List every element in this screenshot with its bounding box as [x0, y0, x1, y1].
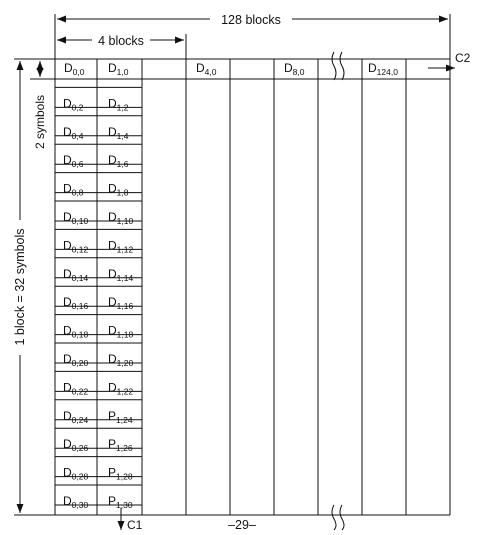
- cell-d-0-28: $D_{0,28}$: [63, 465, 89, 482]
- cell-d-1-8: $D_{1,8}$: [108, 181, 129, 198]
- cell-d-0-20: $D_{0,20}$: [63, 352, 89, 368]
- cell-d-0-24: $D_{0,24}$: [63, 408, 89, 425]
- c1-arrow: [121, 508, 143, 532]
- cell-d-0-14: $D_{0,14}$: [63, 266, 89, 283]
- cell-top-d-0-0: $D_{0,0}$: [64, 61, 85, 77]
- cell-d-1-6: $D_{1,6}$: [108, 153, 129, 170]
- cell-d-0-26: $D_{0,26}$: [63, 437, 89, 454]
- break-mark-top: [332, 52, 344, 80]
- label-c2: C2: [455, 51, 471, 65]
- cell-d-0-6: $D_{0,6}$: [63, 153, 84, 170]
- cell-p-1-30: $P_{1,30}$: [108, 494, 133, 510]
- cell-d-1-12: $D_{1,12}$: [108, 238, 134, 255]
- cell-d-0-18: $D_{0,18}$: [63, 323, 89, 340]
- cell-d-1-22: $D_{1,22}$: [108, 380, 134, 397]
- cell-d-1-4: $D_{1,4}$: [108, 124, 129, 141]
- cell-d-0-8: $D_{0,8}$: [63, 181, 84, 198]
- cell-d-0-4: $D_{0,4}$: [63, 124, 84, 141]
- cell-d-0-10: $D_{0,10}$: [63, 210, 89, 226]
- cell-top-d-1-0: $D_{1,0}$: [108, 61, 129, 77]
- break-mark-bottom: [332, 505, 344, 530]
- page-number: –29–: [228, 518, 256, 532]
- cell-group: [63, 61, 398, 510]
- cell-d-0-2: $D_{0,2}$: [63, 96, 84, 113]
- cell-d-0-30: $D_{0,30}$: [63, 494, 89, 510]
- label-4-blocks: 4 blocks: [98, 34, 144, 48]
- cell-d-0-22: $D_{0,22}$: [63, 380, 89, 397]
- cell-d-1-20: $D_{1,20}$: [108, 352, 134, 368]
- label-128-blocks: 128 blocks: [221, 13, 281, 27]
- cell-top-d-4-0: $D_{4,0}$: [196, 61, 217, 77]
- cell-p-1-24: $P_{1,24}$: [108, 408, 133, 425]
- dimension-128-blocks: [57, 13, 448, 27]
- cell-d-1-2: $D_{1,2}$: [108, 96, 129, 113]
- cell-d-0-12: $D_{0,12}$: [63, 238, 89, 255]
- cell-top-d-8-0: $D_{8,0}$: [284, 61, 305, 77]
- grid-frame: [14, 14, 450, 515]
- label-c1: C1: [127, 518, 143, 532]
- dimension-1-block: [13, 61, 27, 513]
- cell-d-0-16: $D_{0,16}$: [63, 295, 89, 312]
- label-1-block-32-symbols: 1 block = 32 symbols: [13, 228, 27, 346]
- dimension-4-blocks: [57, 34, 184, 48]
- cell-d-1-14: $D_{1,14}$: [108, 266, 134, 283]
- cell-d-1-10: $D_{1,10}$: [108, 210, 134, 226]
- dimension-2-symbols: [33, 61, 47, 149]
- cell-top-d-124-0: $D_{124,0}$: [368, 61, 398, 77]
- cell-p-1-28: $P_{1,28}$: [108, 465, 133, 482]
- label-2-symbols: 2 symbols: [33, 94, 47, 150]
- cell-d-1-18: $D_{1,18}$: [108, 323, 134, 340]
- cell-p-1-26: $P_{1,26}$: [108, 437, 133, 454]
- cell-d-1-16: $D_{1,16}$: [108, 295, 134, 312]
